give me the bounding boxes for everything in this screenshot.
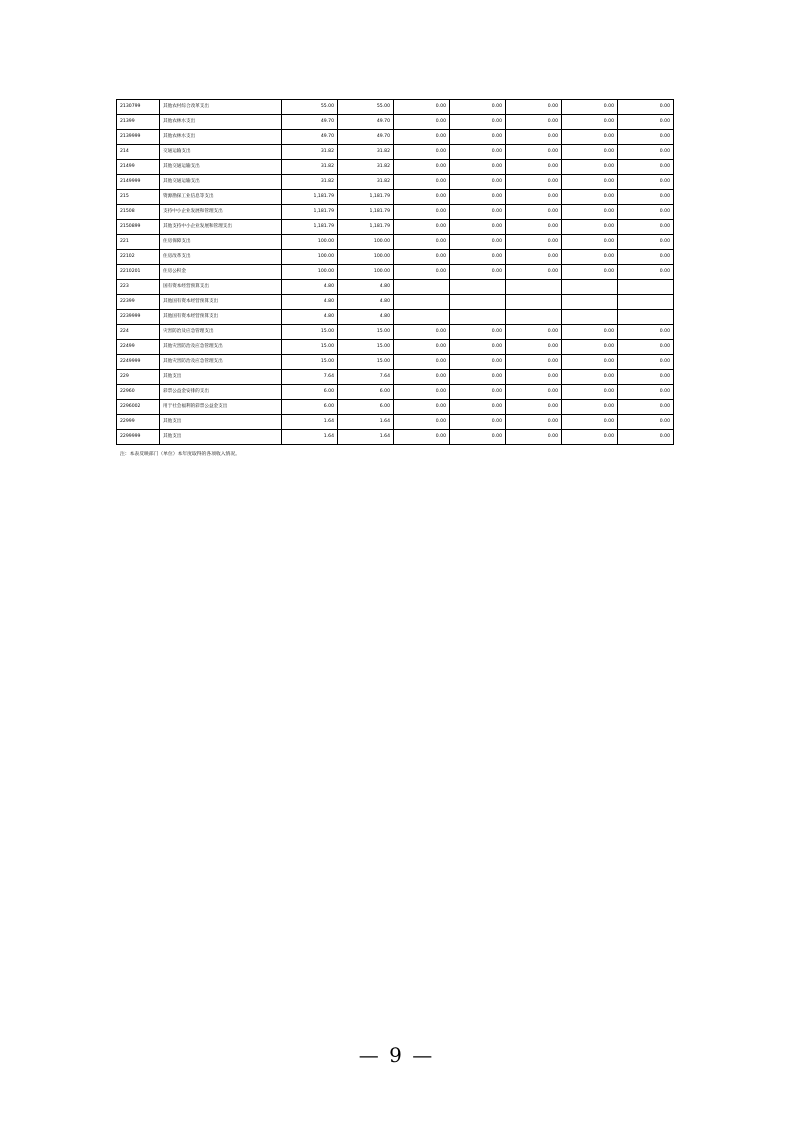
amount-cell: 0.00: [618, 205, 674, 220]
table-row: [117, 370, 674, 385]
amount-cell: 0.00: [618, 250, 674, 265]
amount-cell: 0.00: [450, 355, 506, 370]
subject-name-cell: 支持中小企业发展和管理支出: [160, 205, 282, 220]
table-row: [117, 325, 674, 340]
amount-cell: 0.00: [506, 175, 562, 190]
subject-code-cell: 2139999: [117, 130, 160, 145]
amount-cell: [450, 295, 506, 310]
amount-cell: 0.00: [506, 190, 562, 205]
amount-cell: 100.00: [282, 235, 338, 250]
amount-cell: 0.00: [562, 160, 618, 175]
amount-cell: 15.00: [282, 355, 338, 370]
subject-name-cell: 其他支出: [160, 370, 282, 385]
subject-name-cell: 用于社会福利的彩票公益金支出: [160, 400, 282, 415]
amount-cell: 0.00: [506, 430, 562, 445]
table-row: [117, 295, 674, 310]
subject-code-cell: 223: [117, 280, 160, 295]
amount-cell: 0.00: [450, 385, 506, 400]
subject-name-cell: 其他支持中小企业发展和管理支出: [160, 220, 282, 235]
amount-cell: 49.70: [338, 130, 394, 145]
amount-cell: 0.00: [618, 220, 674, 235]
amount-cell: 0.00: [618, 385, 674, 400]
amount-cell: 0.00: [506, 130, 562, 145]
subject-name-cell: 资源勘探工业信息等支出: [160, 190, 282, 205]
amount-cell: 0.00: [506, 415, 562, 430]
table-row: [117, 100, 674, 115]
amount-cell: 1,181.79: [338, 220, 394, 235]
amount-cell: 49.70: [338, 115, 394, 130]
subject-code-cell: 22399: [117, 295, 160, 310]
amount-cell: 0.00: [562, 430, 618, 445]
amount-cell: 0.00: [618, 175, 674, 190]
table-footnote: 注：本表反映部门（单位）本年度取得的各项收入情况。: [120, 452, 240, 457]
amount-cell: [618, 310, 674, 325]
table-body: [117, 100, 674, 445]
amount-cell: 0.00: [394, 355, 450, 370]
amount-cell: 0.00: [506, 160, 562, 175]
subject-name-cell: 其他农林水支出: [160, 115, 282, 130]
amount-cell: 0.00: [562, 415, 618, 430]
subject-name-cell: 其他农林水支出: [160, 130, 282, 145]
amount-cell: 0.00: [450, 370, 506, 385]
table-row: [117, 310, 674, 325]
amount-cell: 0.00: [562, 340, 618, 355]
amount-cell: 0.00: [618, 145, 674, 160]
amount-cell: 7.64: [282, 370, 338, 385]
table-row: [117, 190, 674, 205]
amount-cell: 0.00: [618, 370, 674, 385]
subject-code-cell: 21499: [117, 160, 160, 175]
amount-cell: 100.00: [338, 265, 394, 280]
amount-cell: 49.70: [282, 130, 338, 145]
subject-code-cell: 2210201: [117, 265, 160, 280]
amount-cell: 31.82: [282, 160, 338, 175]
amount-cell: 0.00: [450, 325, 506, 340]
amount-cell: 6.00: [338, 385, 394, 400]
amount-cell: 0.00: [394, 220, 450, 235]
subject-code-cell: 21399: [117, 115, 160, 130]
subject-name-cell: 其他国有资本经营预算支出: [160, 310, 282, 325]
subject-code-cell: 221: [117, 235, 160, 250]
subject-name-cell: 交通运输支出: [160, 145, 282, 160]
amount-cell: 1.64: [282, 415, 338, 430]
amount-cell: 31.82: [338, 160, 394, 175]
amount-cell: 0.00: [394, 325, 450, 340]
amount-cell: 0.00: [618, 100, 674, 115]
amount-cell: 0.00: [506, 100, 562, 115]
table-row: [117, 430, 674, 445]
amount-cell: [394, 280, 450, 295]
amount-cell: 7.64: [338, 370, 394, 385]
amount-cell: 0.00: [562, 100, 618, 115]
amount-cell: 0.00: [450, 430, 506, 445]
amount-cell: 0.00: [562, 325, 618, 340]
amount-cell: 0.00: [450, 145, 506, 160]
amount-cell: 0.00: [506, 340, 562, 355]
table-row: [117, 265, 674, 280]
amount-cell: 0.00: [394, 130, 450, 145]
amount-cell: [394, 310, 450, 325]
amount-cell: 0.00: [450, 205, 506, 220]
table-row: [117, 400, 674, 415]
amount-cell: 0.00: [450, 415, 506, 430]
amount-cell: 100.00: [338, 250, 394, 265]
subject-code-cell: 224: [117, 325, 160, 340]
amount-cell: 0.00: [394, 265, 450, 280]
amount-cell: 1.64: [338, 430, 394, 445]
amount-cell: 1,181.79: [338, 205, 394, 220]
amount-cell: 55.00: [282, 100, 338, 115]
amount-cell: 0.00: [562, 265, 618, 280]
amount-cell: 4.80: [338, 295, 394, 310]
amount-cell: 0.00: [394, 100, 450, 115]
amount-cell: 6.00: [338, 400, 394, 415]
table-row: [117, 115, 674, 130]
amount-cell: 0.00: [618, 115, 674, 130]
amount-cell: 15.00: [338, 325, 394, 340]
table-row: [117, 220, 674, 235]
amount-cell: 0.00: [506, 325, 562, 340]
table-row: [117, 145, 674, 160]
amount-cell: 0.00: [618, 355, 674, 370]
amount-cell: [618, 280, 674, 295]
amount-cell: 49.70: [282, 115, 338, 130]
amount-cell: 0.00: [450, 115, 506, 130]
amount-cell: 0.00: [394, 175, 450, 190]
table-row: [117, 340, 674, 355]
amount-cell: [450, 280, 506, 295]
amount-cell: 0.00: [618, 325, 674, 340]
amount-cell: 0.00: [450, 265, 506, 280]
table-row: [117, 385, 674, 400]
amount-cell: 0.00: [562, 385, 618, 400]
subject-code-cell: 229: [117, 370, 160, 385]
amount-cell: 1,181.79: [282, 220, 338, 235]
amount-cell: 0.00: [450, 100, 506, 115]
subject-code-cell: 2239999: [117, 310, 160, 325]
amount-cell: 0.00: [506, 385, 562, 400]
table-row: [117, 250, 674, 265]
amount-cell: 6.00: [282, 400, 338, 415]
amount-cell: 1,181.79: [282, 205, 338, 220]
amount-cell: 0.00: [506, 250, 562, 265]
table-row: [117, 130, 674, 145]
amount-cell: 15.00: [338, 340, 394, 355]
subject-code-cell: 21508: [117, 205, 160, 220]
table-row: [117, 355, 674, 370]
amount-cell: 0.00: [618, 340, 674, 355]
amount-cell: 0.00: [506, 220, 562, 235]
amount-cell: 0.00: [506, 115, 562, 130]
amount-cell: 0.00: [394, 370, 450, 385]
amount-cell: 0.00: [562, 370, 618, 385]
subject-name-cell: 其他农村综合改革支出: [160, 100, 282, 115]
amount-cell: 0.00: [450, 235, 506, 250]
amount-cell: 0.00: [562, 115, 618, 130]
table-row: [117, 205, 674, 220]
amount-cell: 0.00: [562, 220, 618, 235]
amount-cell: [618, 295, 674, 310]
subject-code-cell: 22499: [117, 340, 160, 355]
amount-cell: [506, 295, 562, 310]
subject-name-cell: 灾害防治及应急管理支出: [160, 325, 282, 340]
subject-name-cell: 住房公积金: [160, 265, 282, 280]
amount-cell: 0.00: [394, 145, 450, 160]
subject-code-cell: 22102: [117, 250, 160, 265]
amount-cell: 55.00: [338, 100, 394, 115]
amount-cell: 0.00: [394, 385, 450, 400]
amount-cell: 0.00: [506, 355, 562, 370]
subject-code-cell: 2130799: [117, 100, 160, 115]
amount-cell: 0.00: [394, 400, 450, 415]
amount-cell: 15.00: [282, 325, 338, 340]
amount-cell: 0.00: [450, 130, 506, 145]
amount-cell: 0.00: [450, 340, 506, 355]
amount-cell: 0.00: [450, 190, 506, 205]
page-number: — 9 —: [358, 1043, 435, 1067]
amount-cell: 0.00: [562, 175, 618, 190]
amount-cell: [506, 310, 562, 325]
subject-code-cell: 2249999: [117, 355, 160, 370]
expenditure-table: [116, 99, 674, 445]
amount-cell: 0.00: [394, 205, 450, 220]
amount-cell: 0.00: [562, 355, 618, 370]
subject-name-cell: 其他支出: [160, 430, 282, 445]
amount-cell: 0.00: [394, 115, 450, 130]
subject-name-cell: 其他灾害防治及应急管理支出: [160, 355, 282, 370]
amount-cell: 0.00: [394, 430, 450, 445]
amount-cell: [506, 280, 562, 295]
amount-cell: 4.80: [282, 280, 338, 295]
amount-cell: 0.00: [506, 400, 562, 415]
table-row: [117, 415, 674, 430]
amount-cell: 0.00: [394, 190, 450, 205]
amount-cell: 1.64: [282, 430, 338, 445]
amount-cell: 0.00: [394, 250, 450, 265]
amount-cell: 0.00: [450, 160, 506, 175]
amount-cell: [562, 295, 618, 310]
amount-cell: 1,181.79: [338, 190, 394, 205]
amount-cell: 0.00: [618, 235, 674, 250]
amount-cell: 4.80: [338, 310, 394, 325]
subject-code-cell: 215: [117, 190, 160, 205]
subject-code-cell: 2149999: [117, 175, 160, 190]
amount-cell: 1,181.79: [282, 190, 338, 205]
amount-cell: 6.00: [282, 385, 338, 400]
amount-cell: 31.82: [338, 175, 394, 190]
subject-code-cell: 22960: [117, 385, 160, 400]
subject-name-cell: 其他支出: [160, 415, 282, 430]
amount-cell: 0.00: [450, 250, 506, 265]
amount-cell: 0.00: [394, 160, 450, 175]
amount-cell: 4.80: [338, 280, 394, 295]
subject-name-cell: 住房改革支出: [160, 250, 282, 265]
amount-cell: 15.00: [282, 340, 338, 355]
table-row: [117, 280, 674, 295]
subject-name-cell: 其他交通运输支出: [160, 160, 282, 175]
amount-cell: 0.00: [618, 160, 674, 175]
amount-cell: 0.00: [394, 340, 450, 355]
amount-cell: 0.00: [506, 265, 562, 280]
amount-cell: 0.00: [562, 250, 618, 265]
amount-cell: 0.00: [506, 235, 562, 250]
amount-cell: 0.00: [562, 400, 618, 415]
subject-code-cell: 214: [117, 145, 160, 160]
amount-cell: 0.00: [618, 265, 674, 280]
amount-cell: 0.00: [618, 430, 674, 445]
amount-cell: 0.00: [506, 145, 562, 160]
amount-cell: 0.00: [506, 205, 562, 220]
amount-cell: 0.00: [506, 370, 562, 385]
table-row: [117, 160, 674, 175]
amount-cell: 0.00: [562, 205, 618, 220]
subject-code-cell: 2150899: [117, 220, 160, 235]
table-row: [117, 235, 674, 250]
amount-cell: 100.00: [282, 250, 338, 265]
amount-cell: [394, 295, 450, 310]
amount-cell: 0.00: [618, 400, 674, 415]
amount-cell: 15.00: [338, 355, 394, 370]
subject-code-cell: 2299999: [117, 430, 160, 445]
amount-cell: 0.00: [562, 130, 618, 145]
amount-cell: 31.82: [282, 175, 338, 190]
amount-cell: 0.00: [562, 235, 618, 250]
amount-cell: 100.00: [338, 235, 394, 250]
subject-name-cell: 住房保障支出: [160, 235, 282, 250]
amount-cell: 1.64: [338, 415, 394, 430]
amount-cell: 0.00: [562, 190, 618, 205]
amount-cell: 0.00: [618, 190, 674, 205]
amount-cell: 31.82: [338, 145, 394, 160]
amount-cell: 0.00: [618, 130, 674, 145]
amount-cell: [450, 310, 506, 325]
amount-cell: 4.80: [282, 295, 338, 310]
amount-cell: 100.00: [282, 265, 338, 280]
amount-cell: 0.00: [562, 145, 618, 160]
amount-cell: [562, 280, 618, 295]
subject-name-cell: 其他灾害防治及应急管理支出: [160, 340, 282, 355]
subject-name-cell: 其他交通运输支出: [160, 175, 282, 190]
subject-code-cell: 2296002: [117, 400, 160, 415]
subject-name-cell: 国有资本经营预算支出: [160, 280, 282, 295]
subject-name-cell: 其他国有资本经营预算支出: [160, 295, 282, 310]
amount-cell: 0.00: [618, 415, 674, 430]
amount-cell: 0.00: [394, 235, 450, 250]
subject-name-cell: 彩票公益金安排的支出: [160, 385, 282, 400]
amount-cell: 0.00: [394, 415, 450, 430]
table-row: [117, 175, 674, 190]
amount-cell: 0.00: [450, 220, 506, 235]
amount-cell: 4.80: [282, 310, 338, 325]
amount-cell: 0.00: [450, 400, 506, 415]
amount-cell: 0.00: [450, 175, 506, 190]
amount-cell: 31.82: [282, 145, 338, 160]
amount-cell: [562, 310, 618, 325]
subject-code-cell: 22999: [117, 415, 160, 430]
